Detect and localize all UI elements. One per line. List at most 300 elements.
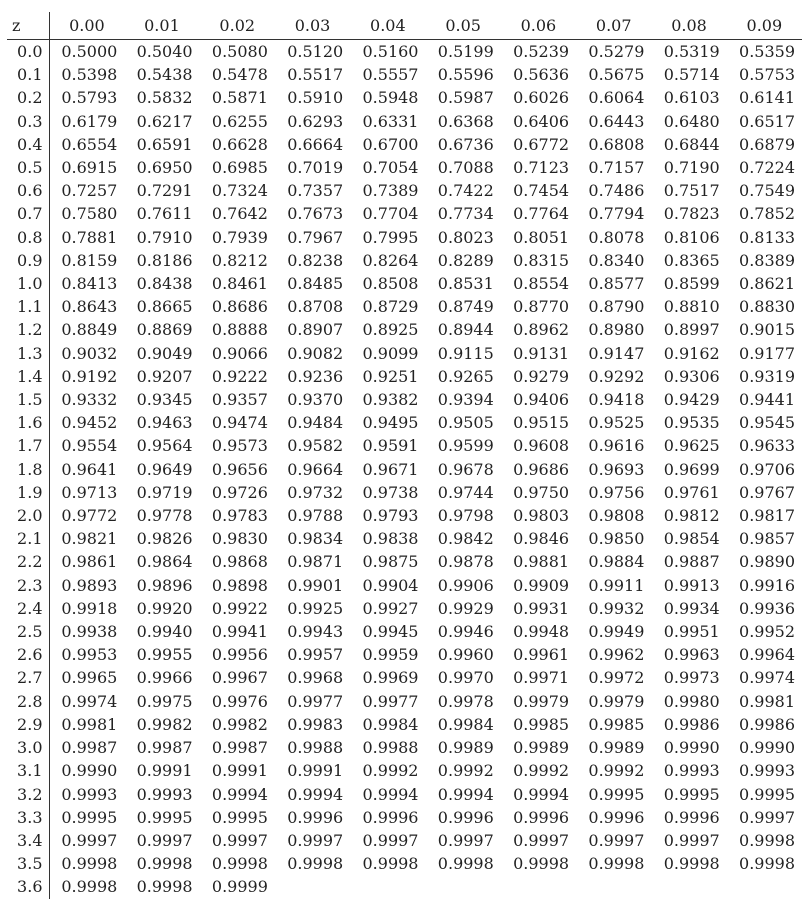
z-value-cell: 2.6 [7,643,49,666]
probability-cell: 0.6915 [61,158,118,178]
probability-cell: 0.7910 [136,227,193,247]
probability-cell: 0.9750 [513,482,570,502]
probability-cell: 0.9965 [61,668,118,688]
z-value-cell: 1.0 [7,272,49,295]
probability-cell: 0.9864 [136,552,193,572]
probability-cell: 0.9963 [663,645,720,665]
z-value-cell: 3.0 [7,736,49,759]
probability-cell: 0.7704 [362,204,419,224]
probability-cell: 0.9994 [211,784,268,804]
table-row [7,783,802,806]
probability-cell [425,875,500,898]
probability-cell: 0.9713 [61,482,118,502]
z-value-cell: 1.1 [7,295,49,318]
probability-cell: 0.9980 [663,691,720,711]
probability-cell: 0.9994 [437,784,494,804]
probability-cell: 0.6772 [513,134,570,154]
z-value-cell: 0.2 [7,86,49,109]
probability-cell: 0.8461 [211,274,268,294]
z-value-cell: 1.5 [7,388,49,411]
probability-cell: 0.6103 [663,88,720,108]
table-row [7,179,802,202]
probability-cell: 0.8508 [362,274,419,294]
probability-cell: 0.9972 [588,668,645,688]
z-value-cell: 1.4 [7,365,49,388]
probability-cell: 0.9920 [136,598,193,618]
probability-cell: 0.9993 [136,784,193,804]
probability-cell: 0.9996 [437,807,494,827]
z-value-cell: 2.8 [7,690,49,713]
probability-cell: 0.9987 [136,738,193,758]
probability-cell: 0.9515 [513,413,570,433]
probability-cell: 0.9991 [287,761,344,781]
probability-cell: 0.9991 [136,761,193,781]
probability-cell: 0.7939 [211,227,268,247]
probability-cell [576,875,651,898]
probability-cell: 0.7852 [739,204,795,224]
probability-cell: 0.8888 [211,320,268,340]
probability-cell: 0.9990 [739,738,795,758]
z-value-cell: 3.1 [7,759,49,782]
z-value-cell: 0.3 [7,110,49,133]
probability-cell: 0.6664 [287,134,344,154]
probability-cell: 0.9989 [437,738,494,758]
probability-cell: 0.9973 [663,668,720,688]
probability-cell: 0.9998 [663,854,720,874]
probability-cell: 0.9854 [663,529,720,549]
table-row [7,597,802,620]
probability-cell: 0.5793 [61,88,118,108]
probability-cell: 0.9985 [588,714,645,734]
probability-cell: 0.9726 [211,482,268,502]
probability-cell: 0.9846 [513,529,570,549]
probability-cell: 0.9441 [739,390,795,410]
probability-cell: 0.7823 [663,204,720,224]
probability-cell: 0.9968 [287,668,344,688]
probability-cell: 0.8643 [61,297,118,317]
probability-cell: 0.9922 [211,598,268,618]
probability-cell: 0.6985 [211,158,268,178]
probability-cell: 0.9699 [663,459,720,479]
probability-cell: 0.9821 [61,529,118,549]
column-header: 0.03 [275,12,350,40]
probability-cell: 0.9406 [513,390,570,410]
probability-cell: 0.9989 [513,738,570,758]
probability-cell: 0.9842 [437,529,494,549]
probability-cell: 0.8749 [437,297,494,317]
probability-cell: 0.9049 [136,343,193,363]
probability-cell: 0.9793 [362,506,419,526]
probability-cell: 0.8708 [287,297,344,317]
probability-cell: 0.9941 [211,622,268,642]
probability-cell: 0.9956 [211,645,268,665]
probability-cell: 0.9998 [362,854,419,874]
probability-cell: 0.9959 [362,645,419,665]
probability-cell: 0.6443 [588,111,645,131]
probability-cell: 0.9778 [136,506,193,526]
probability-cell: 0.9961 [513,645,570,665]
probability-cell: 0.9901 [287,575,344,595]
probability-cell: 0.9998 [211,854,268,874]
probability-cell: 0.7486 [588,181,645,201]
z-value-cell: 0.4 [7,133,49,156]
probability-cell: 0.9147 [588,343,645,363]
probability-cell: 0.9906 [437,575,494,595]
probability-cell: 0.9996 [588,807,645,827]
table-row [7,806,802,829]
probability-cell: 0.9998 [287,854,344,874]
probability-cell: 0.5948 [362,88,419,108]
probability-cell: 0.8289 [437,250,494,270]
z-value-cell: 3.3 [7,806,49,829]
probability-cell: 0.7224 [739,158,795,178]
probability-cell: 0.8599 [663,274,720,294]
probability-cell: 0.9861 [61,552,118,572]
probability-cell: 0.9995 [61,807,118,827]
probability-cell: 0.8238 [287,250,344,270]
table-row [7,690,802,713]
probability-cell: 0.9664 [287,459,344,479]
probability-cell: 0.6026 [513,88,570,108]
probability-cell: 0.9992 [362,761,419,781]
probability-cell: 0.9978 [437,691,494,711]
probability-cell: 0.9969 [362,668,419,688]
probability-cell: 0.9999 [211,877,268,897]
probability-cell: 0.9982 [136,714,193,734]
z-column-header: z [7,12,49,40]
probability-cell: 0.5910 [287,88,344,108]
probability-cell: 0.9382 [362,390,419,410]
probability-cell: 0.9992 [437,761,494,781]
table-row [7,713,802,736]
probability-cell: 0.8925 [362,320,419,340]
probability-cell: 0.9997 [739,807,795,827]
probability-cell: 0.9474 [211,413,268,433]
probability-cell: 0.9686 [513,459,570,479]
probability-cell: 0.5000 [61,42,118,61]
probability-cell: 0.9484 [287,413,344,433]
probability-cell: 0.5871 [211,88,268,108]
probability-cell: 0.9505 [437,413,494,433]
probability-cell: 0.6554 [61,134,118,154]
probability-cell: 0.8577 [588,274,645,294]
probability-cell: 0.9429 [663,390,720,410]
probability-cell: 0.6406 [513,111,570,131]
probability-cell: 0.6064 [588,88,645,108]
probability-cell: 0.9990 [663,738,720,758]
z-value-cell: 1.9 [7,481,49,504]
probability-cell: 0.8340 [588,250,645,270]
table-row [7,481,802,504]
probability-cell: 0.9934 [663,598,720,618]
z-value-cell: 2.9 [7,713,49,736]
probability-cell: 0.9952 [739,622,795,642]
probability-cell: 0.6179 [61,111,118,131]
probability-cell: 0.9998 [588,854,645,874]
probability-cell: 0.5398 [61,65,118,85]
z-value-cell: 3.2 [7,783,49,806]
probability-cell: 0.9875 [362,552,419,572]
table-row [7,86,802,109]
probability-cell: 0.9976 [211,691,268,711]
table-row [7,110,802,133]
probability-cell: 0.9693 [588,459,645,479]
probability-cell: 0.9495 [362,413,419,433]
probability-cell: 0.5675 [588,65,645,85]
z-table [7,12,802,899]
probability-cell: 0.9884 [588,552,645,572]
probability-cell: 0.9452 [61,413,118,433]
table-row [7,388,802,411]
probability-cell: 0.9898 [211,575,268,595]
probability-cell: 0.8729 [362,297,419,317]
probability-cell: 0.9997 [136,830,193,850]
probability-cell [275,875,350,898]
table-row [7,852,802,875]
probability-cell: 0.5517 [287,65,344,85]
probability-cell: 0.5636 [513,65,570,85]
probability-cell: 0.7123 [513,158,570,178]
table-row [7,504,802,527]
probability-cell: 0.6368 [437,111,494,131]
probability-cell: 0.9994 [513,784,570,804]
probability-cell: 0.9918 [61,598,118,618]
probability-cell: 0.8133 [739,227,795,247]
probability-cell: 0.9998 [61,854,118,874]
probability-cell [727,875,802,898]
probability-cell: 0.9994 [287,784,344,804]
table-row [7,295,802,318]
z-value-cell: 0.7 [7,202,49,225]
probability-cell [651,875,726,898]
probability-cell: 0.9292 [588,366,645,386]
probability-cell: 0.8962 [513,320,570,340]
probability-cell: 0.9641 [61,459,118,479]
probability-cell: 0.8770 [513,297,570,317]
probability-cell: 0.9767 [739,482,795,502]
table-row [7,272,802,295]
table-row [7,411,802,434]
probability-cell: 0.8186 [136,250,193,270]
probability-cell: 0.9984 [437,714,494,734]
probability-cell: 0.9582 [287,436,344,456]
probability-cell: 0.9974 [739,668,795,688]
probability-cell: 0.9946 [437,622,494,642]
z-value-cell: 2.7 [7,666,49,689]
probability-cell: 0.7324 [211,181,268,201]
probability-cell: 0.9996 [663,807,720,827]
probability-cell: 0.9995 [588,784,645,804]
probability-cell: 0.9997 [663,830,720,850]
probability-cell: 0.8078 [588,227,645,247]
probability-cell: 0.8365 [663,250,720,270]
probability-cell: 0.9967 [211,668,268,688]
probability-cell: 0.9951 [663,622,720,642]
probability-cell: 0.9370 [287,390,344,410]
column-header: 0.00 [49,12,124,40]
probability-cell: 0.9989 [588,738,645,758]
probability-cell: 0.9082 [287,343,344,363]
probability-cell: 0.9998 [136,877,193,897]
probability-cell: 0.6255 [211,111,268,131]
table-row [7,202,802,225]
probability-cell: 0.9998 [739,830,795,850]
probability-cell: 0.9744 [437,482,494,502]
probability-cell: 0.9394 [437,390,494,410]
probability-cell: 0.9966 [136,668,193,688]
probability-cell: 0.5319 [663,42,720,61]
probability-cell: 0.9830 [211,529,268,549]
probability-cell: 0.9977 [362,691,419,711]
probability-cell: 0.5478 [211,65,268,85]
probability-cell: 0.9995 [211,807,268,827]
probability-cell: 0.9983 [287,714,344,734]
probability-cell: 0.9909 [513,575,570,595]
probability-cell: 0.9987 [211,738,268,758]
table-row [7,875,802,898]
probability-cell: 0.9554 [61,436,118,456]
probability-cell: 0.9633 [739,436,795,456]
probability-cell: 0.9207 [136,366,193,386]
probability-cell: 0.8665 [136,297,193,317]
table-row [7,620,802,643]
probability-cell: 0.9015 [739,320,795,340]
probability-cell: 0.7967 [287,227,344,247]
probability-cell: 0.7881 [61,227,118,247]
probability-cell: 0.9761 [663,482,720,502]
table-row [7,458,802,481]
table-row [7,40,802,64]
probability-cell: 0.7157 [588,158,645,178]
probability-cell: 0.9798 [437,506,494,526]
probability-cell: 0.8212 [211,250,268,270]
column-header: 0.04 [350,12,425,40]
probability-cell: 0.9599 [437,436,494,456]
table-row [7,226,802,249]
probability-cell: 0.9977 [287,691,344,711]
probability-cell: 0.9671 [362,459,419,479]
probability-cell: 0.9850 [588,529,645,549]
table-row [7,666,802,689]
probability-cell: 0.9236 [287,366,344,386]
probability-cell: 0.9955 [136,645,193,665]
column-header: 0.02 [200,12,275,40]
table-row [7,434,802,457]
probability-cell: 0.5160 [362,42,419,61]
probability-cell: 0.9265 [437,366,494,386]
z-value-cell: 0.9 [7,249,49,272]
probability-cell: 0.8159 [61,250,118,270]
probability-cell: 0.9996 [362,807,419,827]
probability-cell: 0.9997 [588,830,645,850]
probability-cell: 0.9535 [663,413,720,433]
probability-cell: 0.9996 [287,807,344,827]
z-value-cell: 1.6 [7,411,49,434]
probability-cell: 0.9998 [513,854,570,874]
z-value-cell: 2.4 [7,597,49,620]
probability-cell: 0.8051 [513,227,570,247]
probability-cell: 0.9997 [211,830,268,850]
probability-cell: 0.9564 [136,436,193,456]
probability-cell: 0.9991 [211,761,268,781]
table-row [7,365,802,388]
probability-cell: 0.7357 [287,181,344,201]
probability-cell: 0.9066 [211,343,268,363]
probability-cell: 0.7454 [513,181,570,201]
z-value-cell: 0.6 [7,179,49,202]
table-row [7,643,802,666]
probability-cell: 0.6331 [362,111,419,131]
probability-cell: 0.9357 [211,390,268,410]
probability-cell: 0.9929 [437,598,494,618]
probability-cell: 0.9992 [588,761,645,781]
probability-cell: 0.9826 [136,529,193,549]
table-row [7,759,802,782]
probability-cell: 0.7517 [663,181,720,201]
column-header: 0.05 [425,12,500,40]
z-value-cell: 1.8 [7,458,49,481]
probability-cell: 0.9998 [739,854,795,874]
probability-cell: 0.9936 [739,598,795,618]
column-header: 0.08 [651,12,726,40]
probability-cell: 0.9887 [663,552,720,572]
probability-cell: 0.6844 [663,134,720,154]
probability-cell: 0.8485 [287,274,344,294]
probability-cell: 0.9545 [739,413,795,433]
probability-cell: 0.9998 [136,854,193,874]
probability-cell: 0.9998 [61,877,118,897]
probability-cell: 0.9608 [513,436,570,456]
column-header: 0.07 [576,12,651,40]
probability-cell: 0.9916 [739,575,795,595]
probability-cell: 0.7019 [287,158,344,178]
probability-cell: 0.8621 [739,274,795,294]
probability-cell: 0.7422 [437,181,494,201]
probability-cell: 0.9962 [588,645,645,665]
probability-cell: 0.9591 [362,436,419,456]
probability-cell: 0.9975 [136,691,193,711]
probability-cell: 0.7794 [588,204,645,224]
table-row [7,156,802,179]
column-header: 0.06 [501,12,576,40]
probability-cell: 0.7673 [287,204,344,224]
probability-cell: 0.9974 [61,691,118,711]
probability-cell: 0.6141 [739,88,795,108]
table-row [7,550,802,573]
probability-cell: 0.9890 [739,552,795,572]
z-value-cell: 3.6 [7,875,49,898]
probability-cell: 0.5080 [211,42,268,61]
probability-cell: 0.6808 [588,134,645,154]
table-body [7,40,802,899]
probability-cell: 0.9985 [513,714,570,734]
z-value-cell: 0.0 [7,40,49,64]
z-value-cell: 1.3 [7,342,49,365]
probability-cell: 0.9949 [588,622,645,642]
probability-cell: 0.5279 [588,42,645,61]
probability-cell: 0.8106 [663,227,720,247]
probability-cell: 0.8997 [663,320,720,340]
probability-cell: 0.9878 [437,552,494,572]
column-header: 0.09 [727,12,802,40]
probability-cell: 0.9932 [588,598,645,618]
z-value-cell: 0.5 [7,156,49,179]
probability-cell: 0.9984 [362,714,419,734]
probability-cell: 0.8790 [588,297,645,317]
probability-cell: 0.9808 [588,506,645,526]
probability-cell: 0.9997 [287,830,344,850]
table-row [7,249,802,272]
